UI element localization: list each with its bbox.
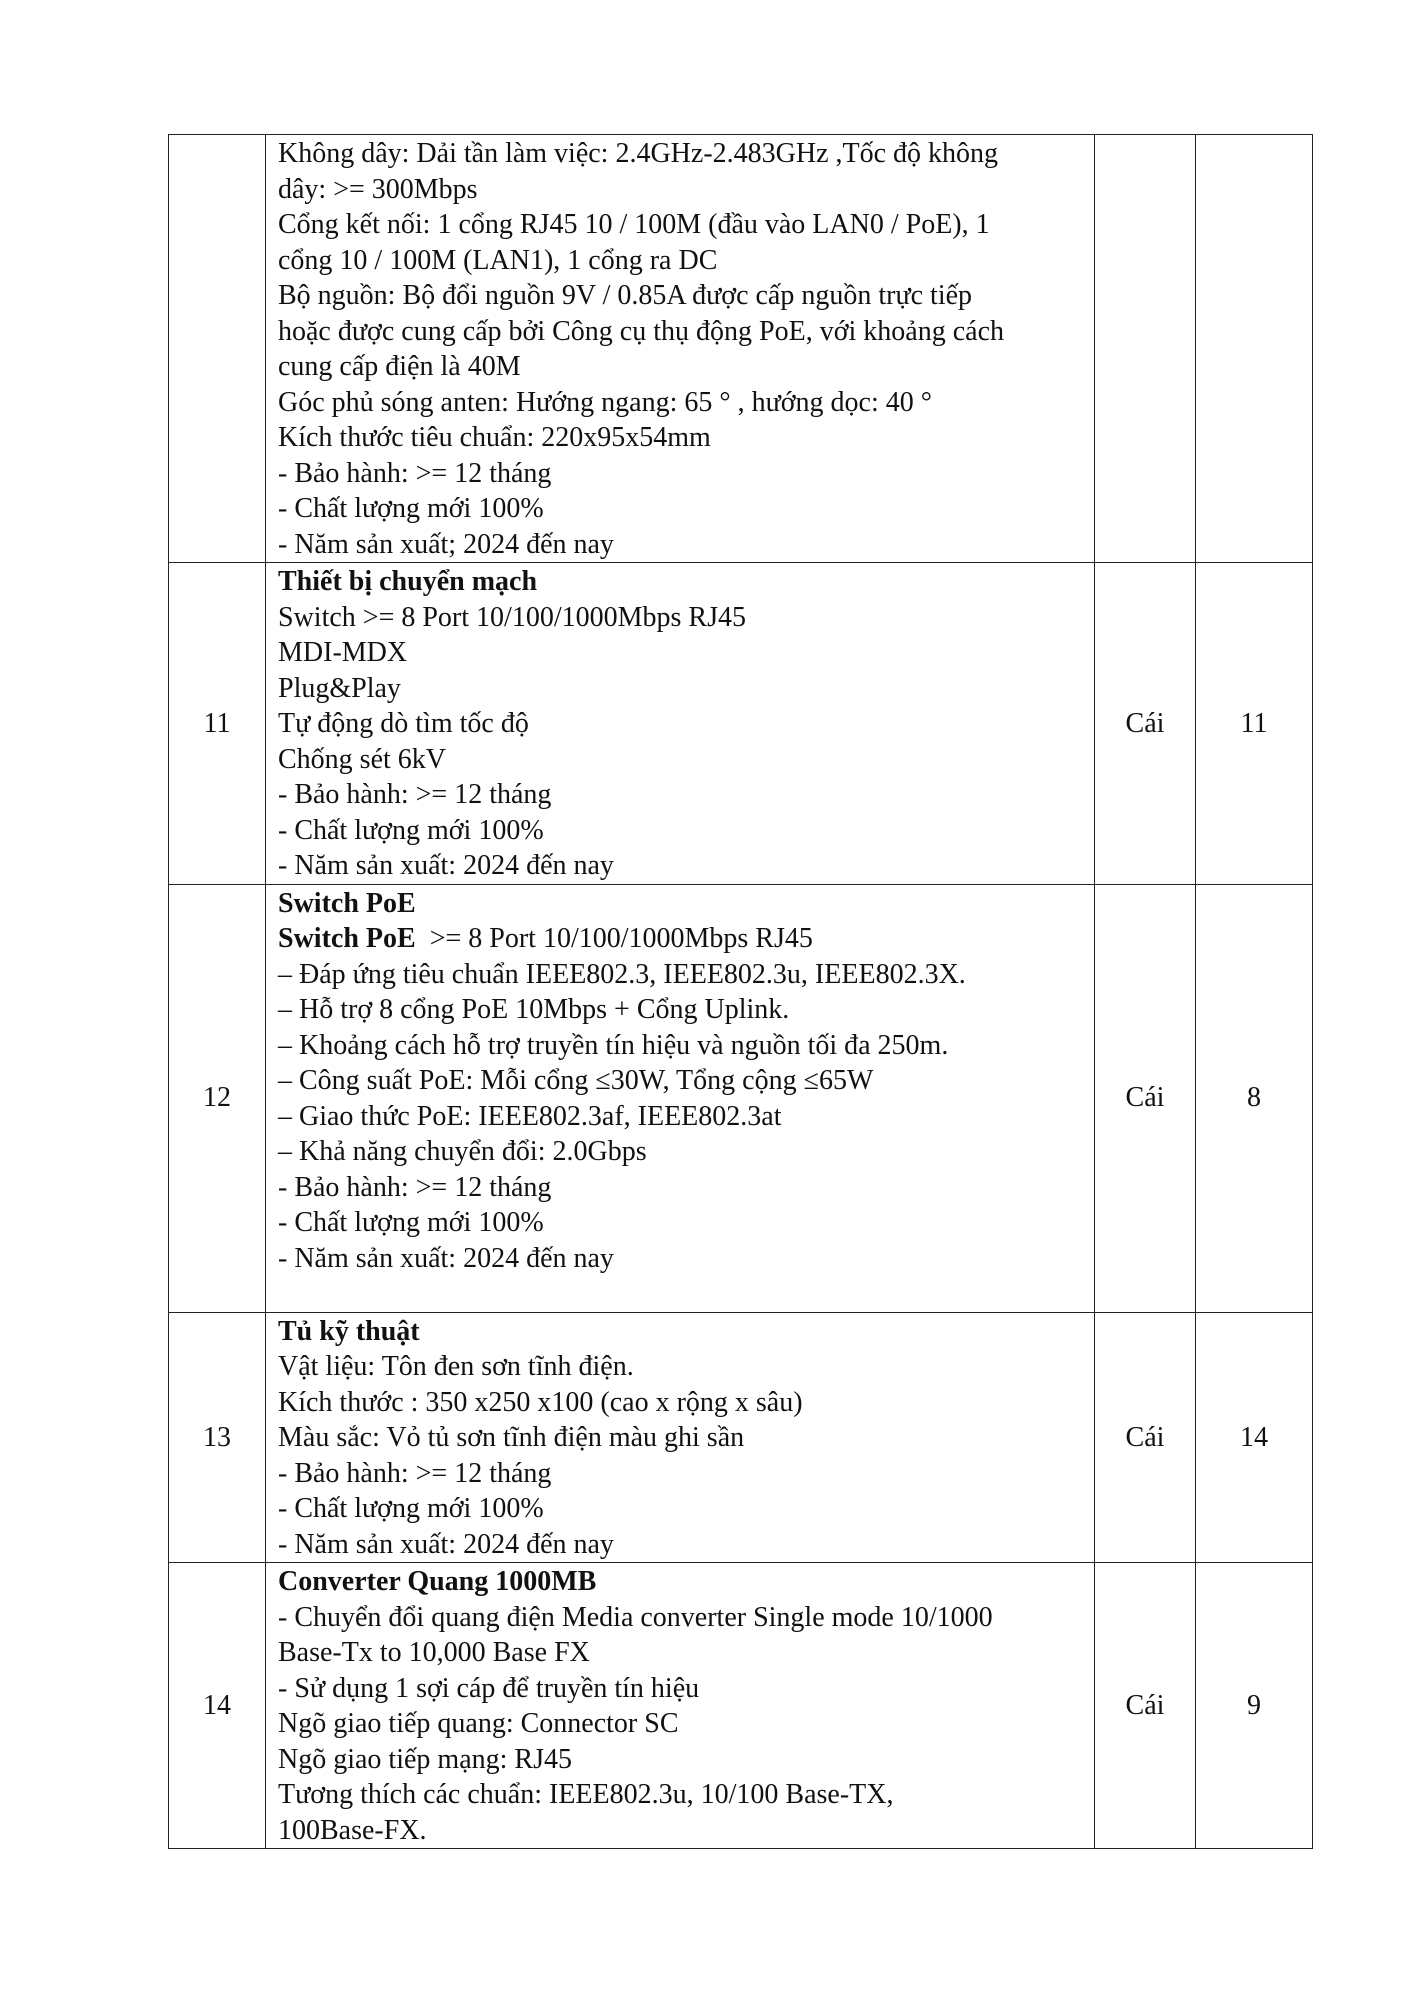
spec-line: – Công suất PoE: Mỗi cổng ≤30W, Tổng cộng ≤65W (278, 1065, 874, 1096)
spec-line: Màu sắc: Vỏ tủ sơn tĩnh điện màu ghi sần (278, 1422, 745, 1453)
item-description (266, 135, 1095, 563)
spec-line: Ngõ giao tiếp quang: Connector SC (278, 1708, 679, 1739)
spec-line: Ngõ giao tiếp mạng: RJ45 (278, 1743, 572, 1775)
spec-line: hoặc được cung cấp bởi Công cụ thụ động PoE, với khoảng cách (278, 315, 1004, 347)
spec-line: Bộ nguồn: Bộ đổi nguồn 9V / 0.85A được cấp nguồn trực tiếp (278, 280, 973, 311)
spec-line: – Giao thức PoE: IEEE802.3af, IEEE802.3at (278, 1100, 782, 1132)
spec-line: Không dây: Dải tần làm việc: 2.4GHz-2.483GHz ,Tốc độ không (278, 138, 999, 169)
quantity-cell: 11 (1196, 563, 1313, 885)
spec-line: - Sử dụng 1 sợi cáp để truyền tín hiệu (278, 1672, 700, 1704)
item-description (266, 1563, 1095, 1849)
spec-line: – Hỗ trợ 8 cổng PoE 10Mbps + Cổng Uplink. (278, 994, 790, 1025)
table-row (169, 1312, 1313, 1563)
unit-cell: Cái (1095, 884, 1196, 1312)
row-number: 12 (169, 884, 266, 1312)
spec-line: Kích thước tiêu chuẩn: 220x95x54mm (278, 422, 711, 453)
spec-line: 100Base-FX. (278, 1814, 427, 1846)
spec-line: - Năm sản xuất: 2024 đến nay (278, 1242, 614, 1274)
item-title: Thiết bị chuyển mạch (278, 566, 538, 597)
table-row (169, 884, 1313, 1312)
item-title: Converter Quang 1000MB (278, 1566, 597, 1597)
spec-line: Vật liệu: Tôn đen sơn tĩnh điện. (278, 1351, 634, 1382)
spec-line: Cổng kết nối: 1 cổng RJ45 10 / 100M (đầu vào LAN0 / PoE), 1 (278, 209, 990, 240)
spec-line: Base-Tx to 10,000 Base FX (278, 1637, 590, 1668)
spec-line: Switch >= 8 Port 10/100/1000Mbps RJ45 (278, 601, 746, 633)
unit-cell (1095, 135, 1196, 563)
equipment-spec-table (168, 134, 1313, 1849)
spec-line: - Bảo hành: >= 12 tháng (278, 1457, 552, 1489)
spec-line: - Chất lượng mới 100% (278, 493, 544, 524)
spec-line: Tự động dò tìm tốc độ (278, 708, 529, 739)
subtitle-rest: >= 8 Port 10/100/1000Mbps RJ45 (415, 923, 813, 954)
quantity-cell: 14 (1196, 1312, 1313, 1563)
item-subtitle (278, 921, 1084, 957)
row-number: 11 (169, 563, 266, 885)
spec-line: - Chất lượng mới 100% (278, 814, 544, 846)
quantity-cell: 9 (1196, 1563, 1313, 1849)
spec-line: - Bảo hành: >= 12 tháng (278, 457, 552, 489)
spec-line: – Khả năng chuyển đổi: 2.0Gbps (278, 1136, 647, 1167)
spec-line: – Khoảng cách hỗ trợ truyền tín hiệu và nguồn tối đa 250m. (278, 1029, 949, 1061)
spec-line: - Bảo hành: >= 12 tháng (278, 779, 552, 810)
table-row (169, 563, 1313, 885)
row-number: 14 (169, 1563, 266, 1849)
spec-line: Kích thước : 350 x250 x100 (cao x rộng x sâu) (278, 1386, 803, 1418)
row-number: 13 (169, 1312, 266, 1563)
spec-line: – Đáp ứng tiêu chuẩn IEEE802.3, IEEE802.3u, IEEE802.3X. (278, 958, 966, 990)
table-row (169, 135, 1313, 563)
spec-line: - Chuyển đổi quang điện Media converter Single mode 10/1000 (278, 1601, 993, 1633)
quantity-cell: 8 (1196, 884, 1313, 1312)
item-title: Switch PoE (278, 887, 416, 919)
spec-line: cổng 10 / 100M (LAN1), 1 cổng ra DC (278, 244, 718, 276)
unit-cell: Cái (1095, 1312, 1196, 1563)
quantity-cell (1196, 135, 1313, 563)
item-description (266, 884, 1095, 1312)
spec-line: cung cấp điện là 40M (278, 351, 521, 382)
spec-line: Góc phủ sóng anten: Hướng ngang: 65 ° , hướng dọc: 40 ° (278, 386, 932, 418)
spec-line: Chống sét 6kV (278, 743, 446, 775)
item-description (266, 1312, 1095, 1563)
spec-line: - Bảo hành: >= 12 tháng (278, 1171, 552, 1203)
spec-line: MDI-MDX (278, 637, 408, 668)
item-description (266, 563, 1095, 885)
subtitle-bold: Switch PoE (278, 923, 416, 954)
spec-line: Tương thích các chuẩn: IEEE802.3u, 10/100 Base-TX, (278, 1779, 894, 1810)
spec-line: - Chất lượng mới 100% (278, 1493, 544, 1524)
row-number (169, 135, 266, 563)
unit-cell: Cái (1095, 563, 1196, 885)
spec-line: - Chất lượng mới 100% (278, 1207, 544, 1238)
spec-line: - Năm sản xuất: 2024 đến nay (278, 1528, 614, 1560)
spec-line: Plug&Play (278, 672, 401, 704)
unit-cell: Cái (1095, 1563, 1196, 1849)
spec-line: - Năm sản xuất: 2024 đến nay (278, 850, 614, 881)
item-title: Tủ kỹ thuật (278, 1315, 420, 1347)
spec-line: dây: >= 300Mbps (278, 173, 478, 205)
spec-line: - Năm sản xuất; 2024 đến nay (278, 528, 614, 560)
table-row (169, 1563, 1313, 1849)
